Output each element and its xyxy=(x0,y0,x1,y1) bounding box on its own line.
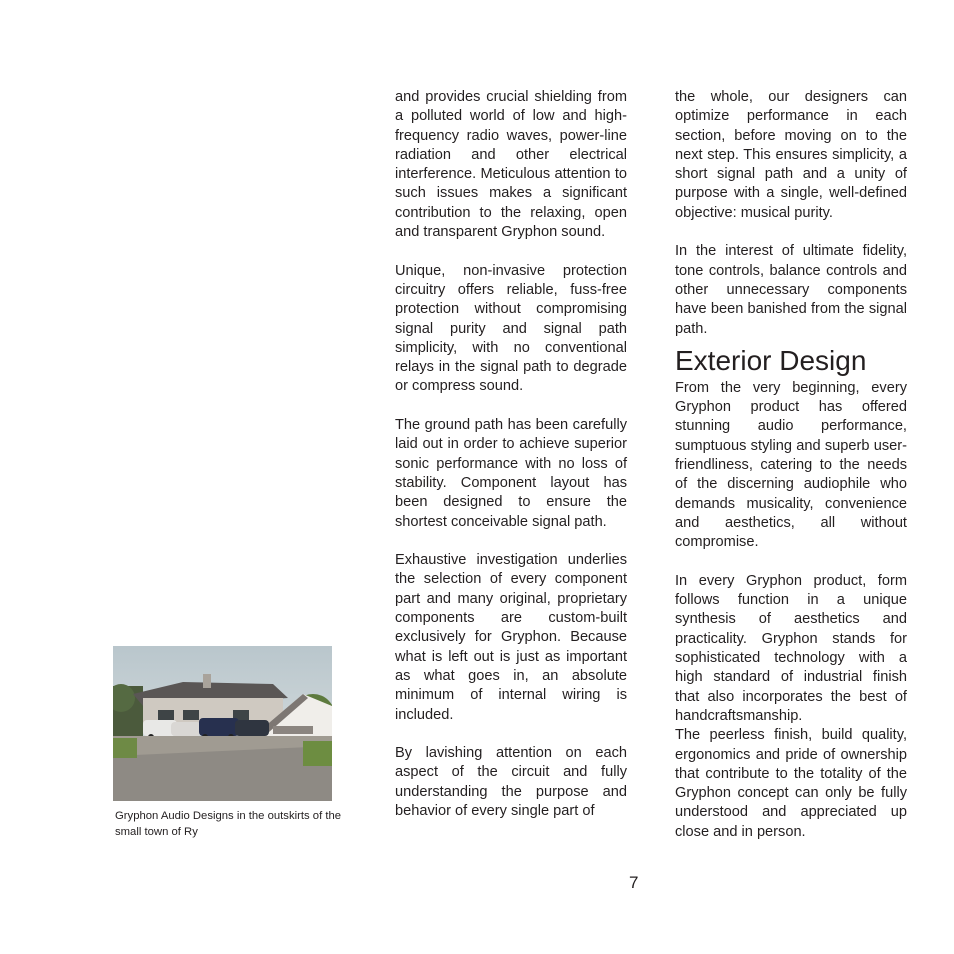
paragraph-ground-path: The ground path has been carefully laid out in order to achieve superior sonic performance with no loss of stability. Component layout has been designed to ensure the shortest conceivable signal path. xyxy=(395,417,627,530)
page-number: 7 xyxy=(629,873,639,892)
paragraph-circuit-attention: By lavishing attention on each aspect of the circuit and fully understanding the purpose and behavior of every single part of xyxy=(395,745,627,819)
paragraph-components: Exhaustive investigation underlies the selection of every component part and many original, proprietary components are custom-built exclusively for Gryphon. Because what is left out is just as important as what goes in, an absolute minimum of internal wiring is included. xyxy=(395,552,627,723)
paragraph-form-function: In every Gryphon product, form follows function in a unique synthesis of aesthetics and practicality. Gryphon stands for sophisticated technology with a high standard of industrial finish that also incorporates the best of handcraftsmanship. xyxy=(675,572,907,724)
text-column-middle xyxy=(395,88,627,821)
paragraph-shielding: and provides crucial shielding from a polluted world of low and high-frequency radio waves, power-line radiation and other electrical interference. Meticulous attention to such issues makes a significant contribution to the relaxing, open and transparent Gryphon sound. xyxy=(395,89,627,241)
paragraph-designers: the whole, our designers can optimize performance in each section, before moving on to the next step. This ensures simplicity, a short signal path and a unity of purpose with a single, well-defined objective: musical purity. xyxy=(675,89,907,221)
paragraph-protection: Unique, non-invasive protection circuitry offers reliable, fuss-free protection without compromising signal purity and signal path simplicity, with no conventional relays in the signal path to degrade or compress sound. xyxy=(395,262,627,395)
building-photo-illustration xyxy=(113,646,332,801)
section-heading: Exterior Design xyxy=(675,344,867,376)
text-column-right xyxy=(675,88,907,842)
paragraph-beginning: From the very beginning, every Gryphon product has offered stunning audio performance, sumptuous styling and superb user-friendliness, catering to the needs of the discerning audiophile who demands musicality, convenience and aesthetics, all without compromise. xyxy=(675,379,907,551)
photo-caption: Gryphon Audio Designs in the outskirts of the small town of Ry xyxy=(115,810,342,838)
paragraph-fidelity: In the interest of ultimate fidelity, tone controls, balance controls and other unnecessary components have been banished from the signal path. xyxy=(675,243,907,337)
paragraph-finish: The peerless finish, build quality, ergonomics and pride of ownership that contribute to the totality of the Gryphon concept can only be fully understood and appreciated up close and in person. xyxy=(675,727,907,840)
building-photo xyxy=(113,646,332,801)
